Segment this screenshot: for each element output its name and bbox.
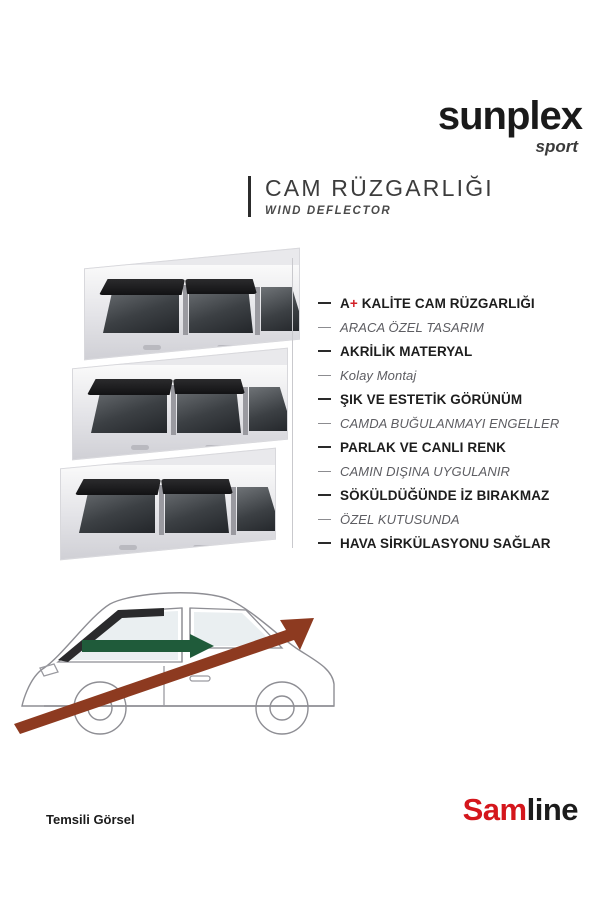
door-handle-rear: [217, 345, 235, 350]
bullet-dash-icon: [318, 350, 331, 352]
bullet-dash-icon: [318, 494, 331, 496]
feature-text: SÖKÜLDÜĞÜNDE İZ BIRAKMAZ: [340, 488, 550, 503]
feature-item-11: [318, 536, 586, 551]
brand-name: [438, 96, 582, 136]
feature-item-4: [318, 368, 586, 383]
bullet-dash-icon: [318, 446, 331, 448]
c-pillar: [255, 287, 260, 335]
door-handle-front: [119, 545, 137, 550]
feature-label: [340, 296, 535, 311]
feature-text: CAMDA BUĞULANMAYI ENGELLER: [340, 416, 560, 431]
title-accent-bar: [248, 176, 251, 217]
feature-text: Kolay Montaj: [340, 368, 417, 383]
bullet-dash-icon: [318, 302, 331, 304]
feature-item-10: [318, 512, 586, 527]
representative-image-caption: Temsili Görsel: [46, 812, 135, 827]
c-pillar: [231, 487, 236, 535]
samline-logo-part2: line: [526, 792, 578, 827]
wind-deflector-front: [75, 479, 161, 495]
door-handle-rear: [205, 445, 223, 450]
product-photo-3: [60, 448, 276, 561]
title-block: [248, 176, 494, 217]
c-pillar: [243, 387, 248, 435]
brand-name-part1: sun: [437, 94, 506, 138]
feature-item-9: [318, 488, 586, 503]
bullet-dash-icon: [318, 542, 331, 544]
sunplex-brand-logo: [438, 96, 582, 155]
product-photo-2: [72, 348, 288, 461]
feature-item-3: [318, 344, 586, 359]
feature-item-8: [318, 464, 586, 479]
wind-deflector-rear: [161, 479, 233, 494]
airflow-diagram-svg: [14, 556, 344, 756]
bullet-dash-icon: [318, 519, 331, 521]
wind-deflector-rear: [173, 379, 245, 394]
door-handle-front: [131, 445, 149, 450]
door-handle-front: [143, 345, 161, 350]
feature-text: ŞIK VE ESTETİK GÖRÜNÜM: [340, 392, 523, 407]
samline-logo-part1: Sam: [462, 792, 527, 827]
wind-deflector-front: [87, 379, 173, 395]
wheels: [74, 682, 308, 734]
feature-item-7: [318, 440, 586, 455]
bullet-dash-icon: [318, 423, 331, 425]
feature-list: [318, 296, 586, 560]
brand-tagline: sport: [535, 137, 578, 156]
brand-name-part2: plex: [505, 94, 582, 138]
wind-deflector-rear: [185, 279, 257, 294]
aplus-badge: +: [349, 296, 358, 311]
door-handle-rear: [193, 545, 211, 550]
feature-item-6: [318, 416, 586, 431]
product-photo-strip: [60, 258, 280, 548]
feature-text: AKRİLİK MATERYAL: [340, 344, 473, 359]
page-title: CAM RÜZGARLIĞI: [265, 175, 494, 201]
feature-text: ÖZEL KUTUSUNDA: [340, 512, 460, 527]
vertical-divider: [292, 258, 293, 548]
feature-text: CAMIN DIŞINA UYGULANIR: [340, 464, 511, 479]
bullet-dash-icon: [318, 375, 331, 377]
feature-text: KALİTE CAM RÜZGARLIĞI: [357, 296, 535, 311]
feature-item-2: [318, 320, 586, 335]
bullet-dash-icon: [318, 398, 331, 400]
feature-text: PARLAK VE CANLI RENK: [340, 440, 507, 455]
airflow-illustration: [14, 556, 344, 756]
feature-item-1: [318, 296, 586, 311]
wind-deflector-front: [99, 279, 185, 295]
feature-text: ARACA ÖZEL TASARIM: [340, 320, 484, 335]
page-subtitle: WIND DEFLECTOR: [265, 205, 392, 218]
samline-logo: [463, 792, 578, 828]
bullet-dash-icon: [318, 327, 331, 329]
bullet-dash-icon: [318, 471, 331, 473]
feature-text: HAVA SİRKÜLASYONU SAĞLAR: [340, 536, 551, 551]
product-photo-1: [84, 248, 300, 361]
feature-prefix: A: [340, 296, 350, 311]
feature-item-5: [318, 392, 586, 407]
